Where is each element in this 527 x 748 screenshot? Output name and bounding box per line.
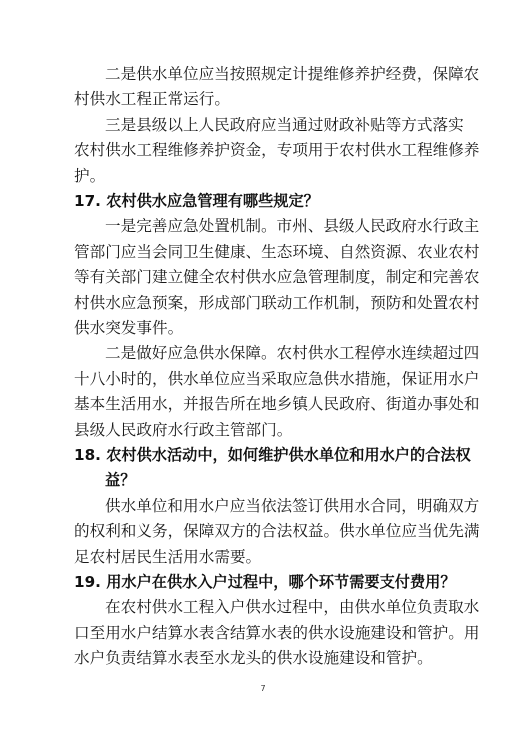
heading-text: 19. 用水户在供水入户过程中，哪个环节需要支付费用？	[74, 573, 456, 591]
line-text: 供水突发事件。	[74, 319, 184, 337]
body-text-line	[0, 646, 527, 670]
line-text: 足农村居民生活用水需要。	[74, 547, 262, 566]
body-text-line	[0, 316, 527, 340]
line-text: 的权利和义务，保障双方的合法权益。供水单位应当优先满	[74, 522, 480, 541]
body-text-line	[0, 164, 527, 188]
body-text-line	[0, 138, 527, 162]
body-text-line	[0, 621, 527, 645]
line-text: 县级人民政府水行政主管部门。	[74, 420, 293, 439]
body-text-line	[0, 62, 527, 86]
body-text-line	[0, 341, 527, 365]
body-text-line	[0, 418, 527, 442]
line-text: 农村供水工程维修养护资金，专项用于农村供水工程维修养	[74, 141, 480, 160]
line-text: 二是供水单位应当按照规定计提维修养护经费，保障农	[105, 65, 480, 83]
line-text: 村供水工程正常运行。	[74, 90, 230, 109]
body-text-line	[0, 87, 527, 111]
line-text: 管部门应当会同卫生健康、生态环境、自然资源、农业农村	[74, 242, 480, 261]
heading-text: 18. 农村供水活动中，如何维护供水单位和用水户的合法权	[74, 446, 471, 464]
question-heading	[0, 443, 527, 467]
line-text: 护。	[74, 166, 106, 185]
heading-text: 17. 农村供水应急管理有哪些规定？	[74, 192, 319, 210]
body-text-line	[0, 392, 527, 416]
body-text-line	[0, 291, 527, 315]
body-text-line	[0, 519, 527, 543]
line-text: 基本生活用水，并报告所在地乡镇人民政府、街道办事处和	[74, 395, 480, 414]
question-heading	[0, 570, 527, 594]
line-text: 二是做好应急供水保障。农村供水工程停水连续超过四	[105, 344, 480, 363]
line-text: 等有关部门建立健全农村供水应急管理制度，制定和完善农	[74, 268, 480, 287]
body-text-line	[0, 240, 527, 264]
body-text-line	[0, 214, 527, 238]
line-text: 三是县级以上人民政府应当通过财政补贴等方式落实	[105, 115, 464, 134]
line-text: 十八小时的，供水单位应当采取应急供水措施，保证用水户	[74, 369, 480, 388]
line-text: 水户负责结算水表至水龙头的供水设施建设和管护。	[74, 649, 433, 668]
line-text: 在农村供水工程入户供水过程中，由供水单位负责取水	[105, 598, 480, 617]
body-text-line	[0, 113, 527, 137]
line-text: 村供水应急预案，形成部门联动工作机制，预防和处置农村	[74, 293, 480, 312]
body-text-line	[0, 494, 527, 518]
line-text: 供水单位和用水户应当依法签订供用水合同，明确双方	[105, 496, 480, 515]
body-text-line	[0, 367, 527, 391]
question-heading-continuation	[0, 468, 527, 492]
heading-text: 益？	[105, 471, 136, 490]
body-text-line	[0, 265, 527, 289]
line-text: 一是完善应急处置机制。市州、县级人民政府水行政主	[105, 217, 480, 236]
line-text: 口至用水户结算水表含结算水表的供水设施建设和管护。用	[74, 623, 480, 642]
question-heading	[0, 189, 527, 213]
body-text-line	[0, 595, 527, 619]
page-number: 7	[260, 684, 266, 693]
body-text-line	[0, 545, 527, 569]
